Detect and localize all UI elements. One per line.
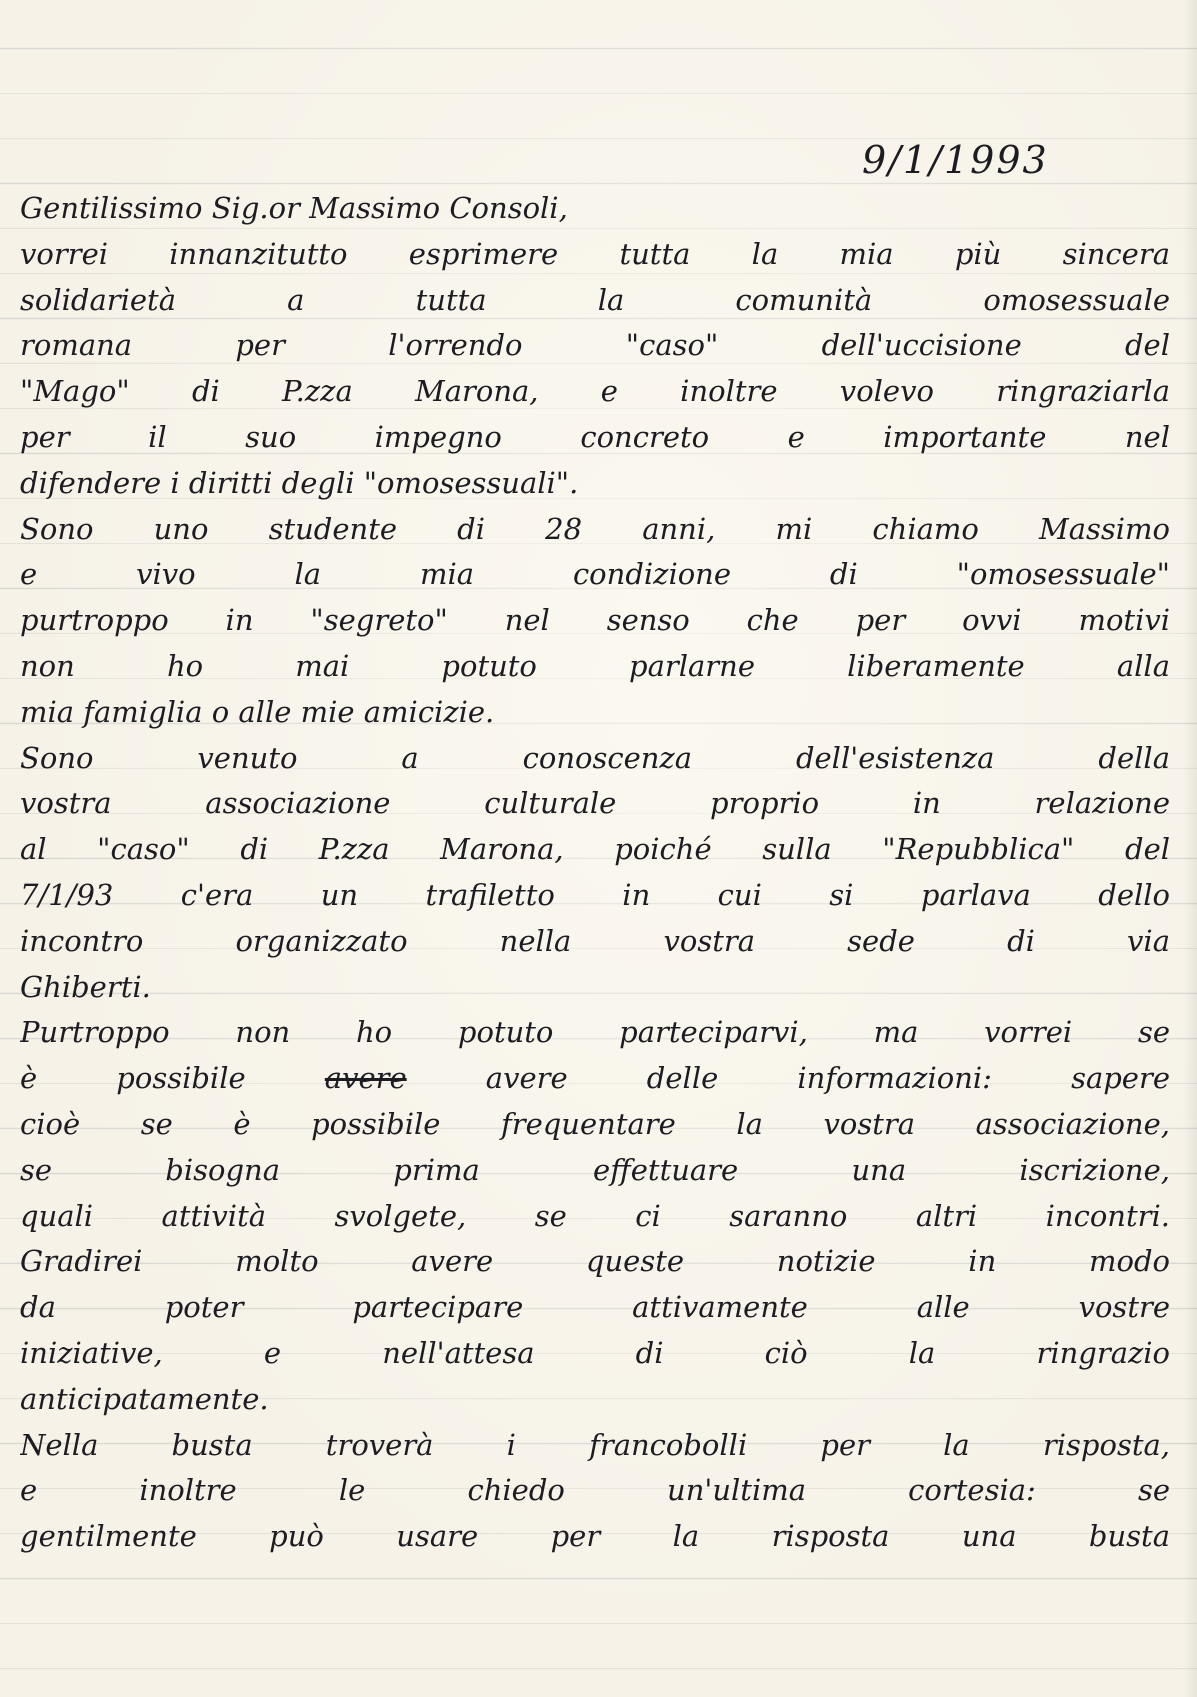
letter-line xyxy=(20,736,1170,782)
letter-line-text: cioè se è possibile frequentare la vostra associazione, xyxy=(20,1106,1170,1141)
letter-line xyxy=(20,781,1170,827)
letter-line xyxy=(20,323,1170,369)
letter-line-text: Gradirei molto avere queste notizie in modo xyxy=(20,1244,1170,1279)
letter-line-text: e vivo la mia condizione di "omosessuale" xyxy=(20,557,1170,592)
letter-body xyxy=(20,186,1170,1560)
letter-line xyxy=(20,552,1170,598)
letter-date: 9/1/1993 xyxy=(862,138,1049,182)
letter-line-text: Ghiberti. xyxy=(20,969,151,1004)
letter-line-text: romana per l'orrendo "caso" dell'uccisione del xyxy=(20,328,1170,363)
letter-line xyxy=(20,232,1170,278)
letter-line xyxy=(20,1194,1170,1240)
letter-line xyxy=(20,598,1170,644)
letter-line xyxy=(20,1468,1170,1514)
letter-line xyxy=(20,690,1170,736)
letter-line-text: Sono uno studente di 28 anni, mi chiamo Massimo xyxy=(20,511,1170,546)
letter-line-text: non ho mai potuto parlarne liberamente alla xyxy=(20,648,1170,683)
letter-line xyxy=(20,919,1170,965)
letter-line-text: e inoltre le chiedo un'ultima cortesia: se xyxy=(20,1473,1170,1508)
letter-line-text: se bisogna prima effettuare una iscrizione, xyxy=(20,1152,1170,1187)
letter-line-text: Nella busta troverà i francobolli per la risposta, xyxy=(20,1427,1170,1462)
letter-line-text: solidarietà a tutta la comunità omosessuale xyxy=(20,282,1170,317)
letter-line-text: Purtroppo non ho potuto parteciparvi, ma vorrei se xyxy=(20,1015,1170,1050)
letter-line-text: gentilmente può usare per la risposta una busta xyxy=(20,1519,1170,1554)
letter-line xyxy=(20,369,1170,415)
letter-line xyxy=(20,1056,1170,1102)
letter-line xyxy=(20,873,1170,919)
letter-line xyxy=(20,1331,1170,1377)
letter-line-text: mia famiglia o alle mie amicizie. xyxy=(20,694,495,729)
letter-line xyxy=(20,1514,1170,1560)
letter-line-text: 7/1/93 c'era un trafiletto in cui si parlava dello xyxy=(20,877,1170,912)
letter-line xyxy=(20,644,1170,690)
letter-line xyxy=(20,1285,1170,1331)
letter-line-text: Sono venuto a conoscenza dell'esistenza della xyxy=(20,740,1170,775)
letter-line xyxy=(20,827,1170,873)
letter-line-continuation: avere delle informazioni: sapere xyxy=(406,1061,1170,1096)
letter-line-text: quali attività svolgete, se ci saranno altri incontri. xyxy=(20,1198,1170,1233)
letter-line-text: Gentilissimo Sig.or Massimo Consoli, xyxy=(20,191,568,225)
letter-line-text: "Mago" di P.zza Marona, e inoltre volevo ringraziarla xyxy=(20,374,1170,409)
letter-line-text: vorrei innanzitutto esprimere tutta la mia più sincera xyxy=(20,236,1170,271)
letter-line xyxy=(20,415,1170,461)
letter-line xyxy=(20,507,1170,553)
letter-line xyxy=(20,1010,1170,1056)
letter-line xyxy=(20,1423,1170,1469)
letter-line xyxy=(20,1148,1170,1194)
letter-line xyxy=(20,1377,1170,1423)
letter-line-text: incontro organizzato nella vostra sede di via xyxy=(20,923,1170,958)
letter-line-text: purtroppo in "segreto" nel senso che per ovvi motivi xyxy=(20,603,1170,638)
letter-line xyxy=(20,1239,1170,1285)
letter-line-text: iniziative, e nell'attesa di ciò la ringrazio xyxy=(20,1335,1170,1370)
struck-out-word: avere xyxy=(324,1061,407,1096)
letter-line xyxy=(20,1102,1170,1148)
letter-line-text: difendere i diritti degli "omosessuali". xyxy=(20,465,579,500)
letter-line-text: anticipatamente. xyxy=(20,1381,269,1416)
letter-line xyxy=(20,186,1170,232)
letter-line xyxy=(20,965,1170,1011)
page-edge-shadow xyxy=(1183,0,1197,1697)
letter-line-text: vostra associazione culturale proprio in relazione xyxy=(20,786,1170,821)
letter-line xyxy=(20,278,1170,324)
letter-line-text: al "caso" di P.zza Marona, poiché sulla "Repubblica" del xyxy=(20,832,1170,867)
letter-line xyxy=(20,461,1170,507)
letter-line-text: da poter partecipare attivamente alle vostre xyxy=(20,1290,1170,1325)
letter-line-text: per il suo impegno concreto e importante nel xyxy=(20,419,1170,454)
letter-line-text: è possibile xyxy=(20,1061,246,1096)
